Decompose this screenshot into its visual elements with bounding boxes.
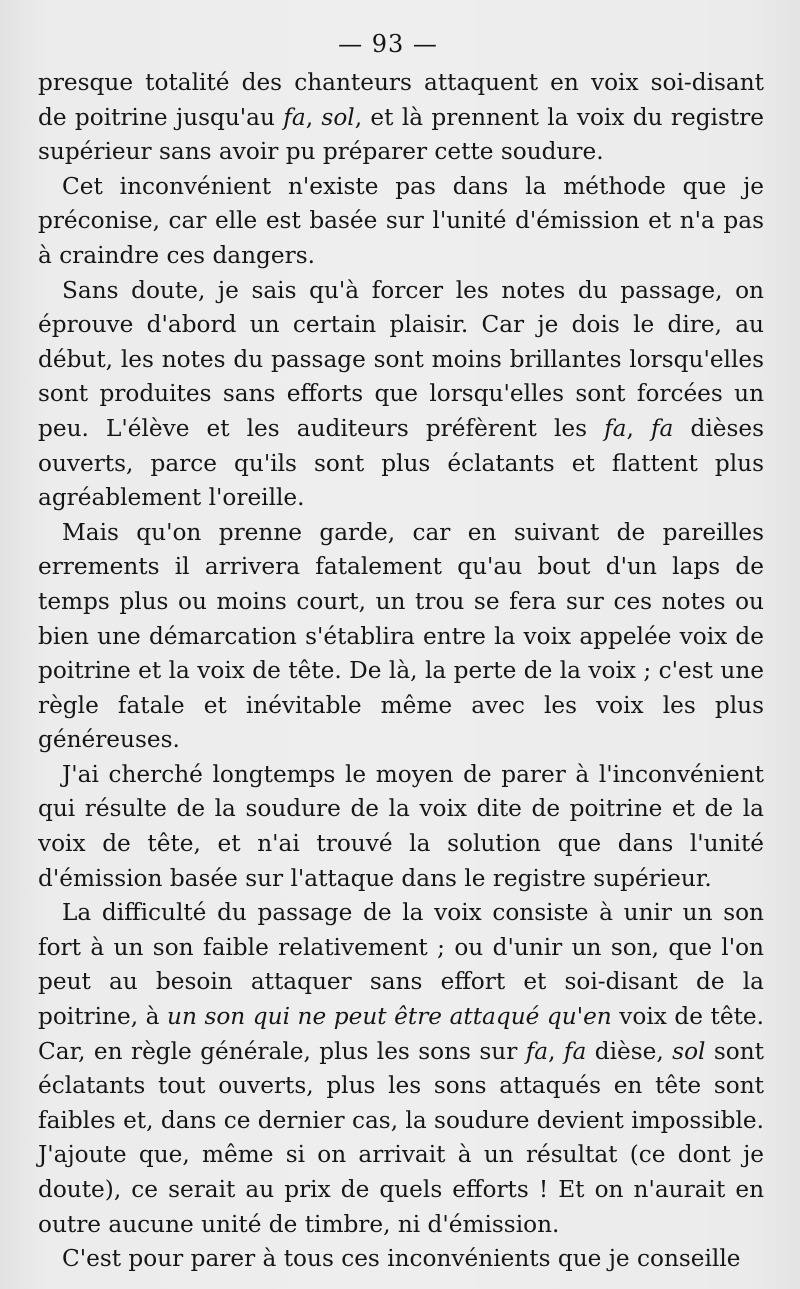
text-run: J'ai cherché longtemps le moyen de parer à l'inconvénient qui résulte de la soudure de la voix dite de poitrine et de la voix de tête, et n'ai trouvé la solution que dans l'unité d'émission basée sur l'attaque dans le registre supérieur. — [38, 760, 764, 892]
text-run: C'est pour parer à tous ces inconvénients que je conseille — [62, 1245, 741, 1273]
italic-note-name: fa — [563, 1037, 587, 1065]
text-run: , — [626, 414, 651, 442]
text-run: , — [305, 103, 322, 131]
text-run: voix de tête. Car, en règle générale, plus les sons sur — [38, 1003, 764, 1065]
text-run: La difficulté du passage de la voix consiste à unir un son fort à un son faible relativement ; ou d'unir un son, que l'on peut au besoin attaquer sans effort et soi-disant de la poitrine, à — [38, 899, 764, 1031]
paragraph — [38, 516, 764, 758]
text-run: presque totalité des chanteurs attaquent en voix soi-disant de poitrine jusqu'au — [38, 69, 764, 131]
text-run: dièses ouverts, parce qu'ils sont plus éclatants et flattent plus agréablement l'oreille. — [38, 414, 764, 512]
text-run: sont éclatants tout ouverts, plus les sons attaqués en tête sont faibles et, dans ce dernier cas, la soudure devient impossible. J'ajoute que, même si on arrivait à un résultat (ce dont je doute), ce serait au prix de quels efforts ! Et on n'aurait en outre aucune unité de timbre, ni d'émission. — [38, 1037, 764, 1238]
paragraph — [38, 1242, 764, 1277]
italic-note-name: sol — [321, 103, 355, 131]
italic-note-name: fa — [525, 1037, 549, 1065]
paragraph — [38, 896, 764, 1242]
paragraph — [38, 170, 764, 274]
italic-note-name: fa — [650, 414, 674, 442]
paragraph — [38, 274, 764, 516]
italic-note-name: fa — [604, 414, 627, 442]
italic-note-name: sol — [672, 1037, 706, 1065]
page-number: — 93 — — [338, 30, 438, 58]
text-run: Sans doute, je sais qu'à forcer les notes du passage, on éprouve d'abord un certain plaisir. Car je dois le dire, au début, les notes du passage sont moins brillantes lorsqu'elles sont produites sans efforts que lorsqu'elles sont forcées un peu. L'élève et les auditeurs préfèrent les — [38, 276, 764, 442]
paragraph — [38, 758, 764, 896]
text-run: , — [548, 1037, 564, 1065]
text-run: Mais qu'on prenne garde, car en suivant de pareilles errements il arrivera fatalement qu'au bout d'un laps de temps plus ou moins court, un trou se fera sur ces notes ou bien une démarcation s'établira entre la voix appelée voix de poitrine et la voix de tête. De là, la perte de la voix ; c'est une règle fatale et inévitable même avec les voix les plus généreuses. — [38, 518, 764, 754]
paragraph — [38, 66, 764, 170]
italic-note-name: fa — [283, 103, 306, 131]
italic-phrase: un son qui ne peut être attaqué qu'en — [167, 1003, 612, 1031]
text-run: dièse, — [586, 1037, 673, 1065]
text-run: , et là prennent la voix du registre supérieur sans avoir pu préparer cette soudure. — [38, 103, 764, 166]
body-text — [38, 66, 764, 1277]
text-run: Cet inconvénient n'existe pas dans la méthode que je préconise, car elle est basée sur l'unité d'émission et n'a pas à craindre ces dangers. — [38, 172, 764, 269]
